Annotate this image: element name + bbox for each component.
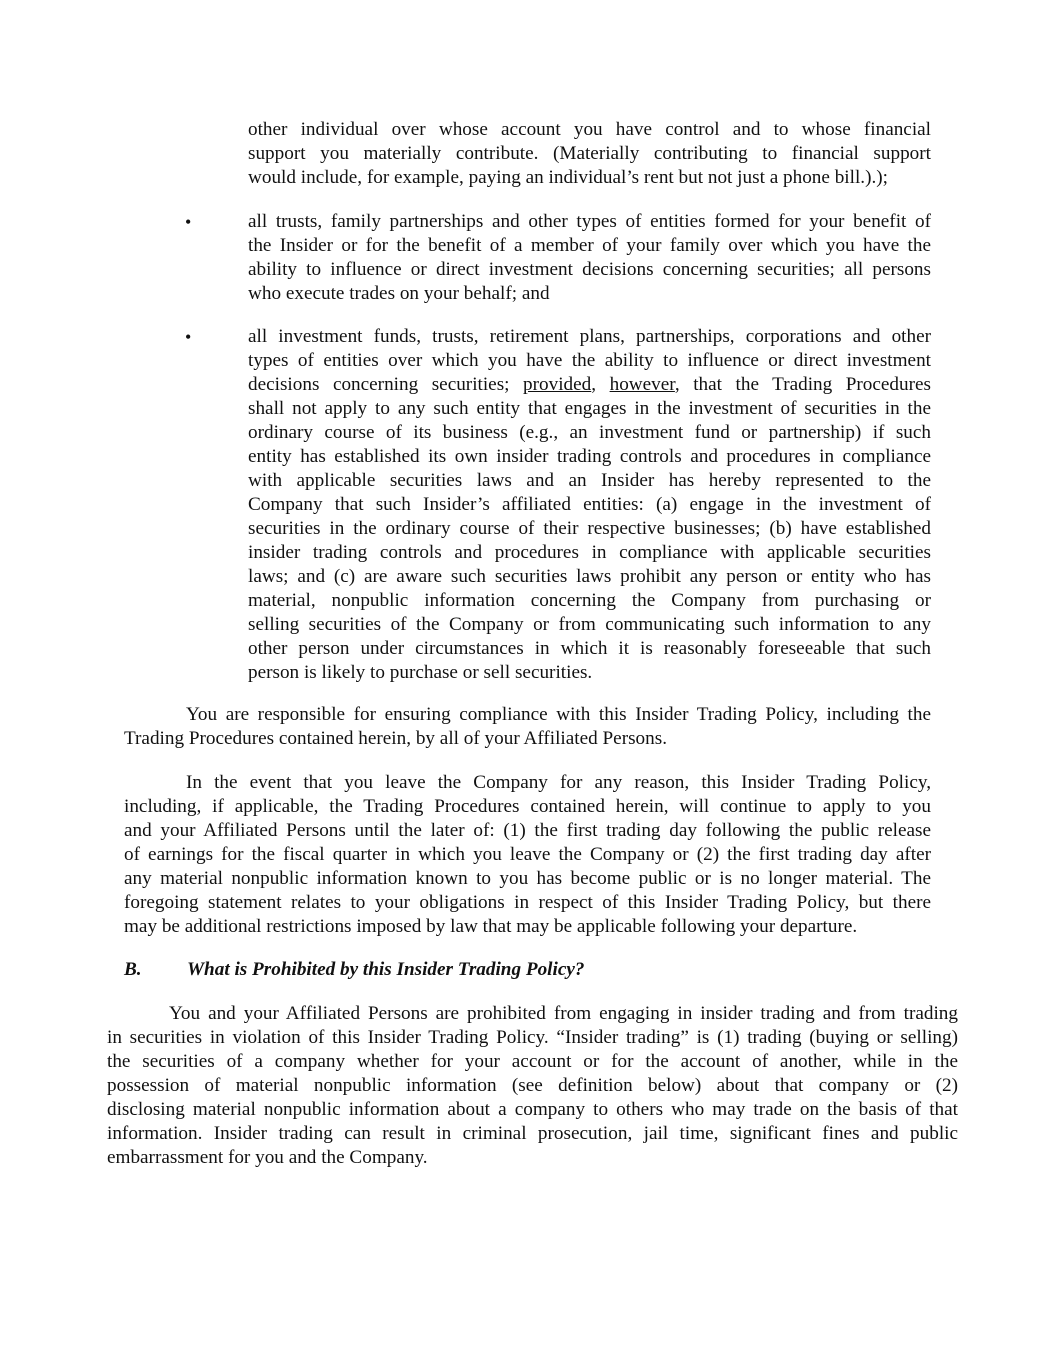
underlined-however: however: [609, 374, 675, 395]
text-fragment: decisions concerning securities;: [248, 374, 510, 395]
text-line: types of entities over which you have the ability to influence or direct investment: [248, 350, 931, 371]
text-line: information. Insider trading can result in criminal prosecution, jail time, significant fines and public: [107, 1123, 958, 1144]
text-line: selling securities of the Company or from communicating such information to any: [248, 614, 931, 635]
section-heading-b: [124, 958, 584, 982]
paragraph-responsibility: [124, 703, 931, 751]
bullet-item-investment-funds: [248, 325, 931, 685]
text-line: the Insider or for the benefit of a member of your family over which you have the: [248, 235, 931, 256]
text-line: laws; and (c) are aware such securities laws prohibit any person or entity who has: [248, 566, 931, 587]
text-line: of earnings for the fiscal quarter in which you leave the Company or (2) the first trading day after: [124, 844, 931, 865]
text-line: foregoing statement relates to your obligations in respect of this Insider Trading Policy, but there: [124, 892, 931, 913]
text-line: Company that such Insider’s affiliated entities: (a) engage in the investment of: [248, 494, 931, 515]
text-line: the securities of a company whether for your account or for the account of another, while in the: [107, 1051, 958, 1072]
text-line: may be additional restrictions imposed by law that may be applicable following your departure.: [124, 916, 858, 937]
paragraph-departure: [124, 771, 931, 939]
text-line: all trusts, family partnerships and other types of entities formed for your benefit of: [248, 211, 931, 232]
text-line: who execute trades on your behalf; and: [248, 283, 550, 304]
text-line: entity has established its own insider trading controls and procedures in compliance: [248, 446, 931, 467]
text-fragment: that the Trading Procedures: [693, 374, 931, 395]
text-line: other person under circumstances in which it is reasonably foreseeable that such: [248, 638, 931, 659]
text-line: disclosing material nonpublic information about a company to others who may trade on the basis of that: [107, 1099, 958, 1120]
text-line: in securities in violation of this Insider Trading Policy. “Insider trading” is (1) trading (buying or selling): [107, 1027, 958, 1048]
text-line: and your Affiliated Persons until the later of: (1) the first trading day following the public release: [124, 820, 931, 841]
text-line: securities in the ordinary course of their respective businesses; (b) have established: [248, 518, 931, 539]
bullet-item-trusts: [248, 210, 931, 306]
text-line: ability to influence or direct investment decisions concerning securities; all persons: [248, 259, 931, 280]
bullet-icon: •: [185, 212, 192, 232]
text-line: with applicable securities laws and an Insider has hereby represented to the: [248, 470, 931, 491]
text-line: would include, for example, paying an individual’s rent but not just a phone bill.).);: [248, 167, 888, 188]
bullet-icon: •: [185, 327, 192, 347]
section-title: What is Prohibited by this Insider Trading Policy?: [187, 959, 585, 980]
continuation-paragraph: [248, 118, 931, 190]
text-line: Trading Procedures contained herein, by all of your Affiliated Persons.: [124, 728, 668, 749]
text-line: In the event that you leave the Company for any reason, this Insider Trading Policy,: [186, 772, 931, 793]
text-line: other individual over whose account you have control and to whose financial: [248, 119, 931, 140]
text-line: any material nonpublic information known to you has become public or is no longer material. The: [124, 868, 931, 889]
text-line: shall not apply to any such entity that engages in the investment of securities in the: [248, 398, 931, 419]
text-line: including, if applicable, the Trading Procedures contained herein, will continue to apply to you: [124, 796, 931, 817]
text-line: all investment funds, trusts, retirement plans, partnerships, corporations and other: [248, 326, 931, 347]
underlined-provided: provided: [523, 374, 592, 395]
text-line: material, nonpublic information concerning the Company from purchasing or: [248, 590, 931, 611]
text-line: You are responsible for ensuring compliance with this Insider Trading Policy, including the: [186, 704, 931, 725]
section-letter: B.: [124, 959, 142, 980]
text-line-provided-however: decisions concerning securities; provided, however, that the Trading Procedures: [248, 374, 931, 395]
text-line: insider trading controls and procedures in compliance with applicable securities: [248, 542, 931, 563]
paragraph-prohibited: [107, 1002, 958, 1170]
text-line: embarrassment for you and the Company.: [107, 1147, 428, 1168]
text-line: person is likely to purchase or sell securities.: [248, 662, 593, 683]
text-line: possession of material nonpublic information (see definition below) about that company or (2): [107, 1075, 958, 1096]
text-line: You and your Affiliated Persons are prohibited from engaging in insider trading and from trading: [169, 1003, 958, 1024]
text-line: ordinary course of its business (e.g., an investment fund or partnership) if such: [248, 422, 931, 443]
text-line: support you materially contribute. (Materially contributing to financial support: [248, 143, 931, 164]
